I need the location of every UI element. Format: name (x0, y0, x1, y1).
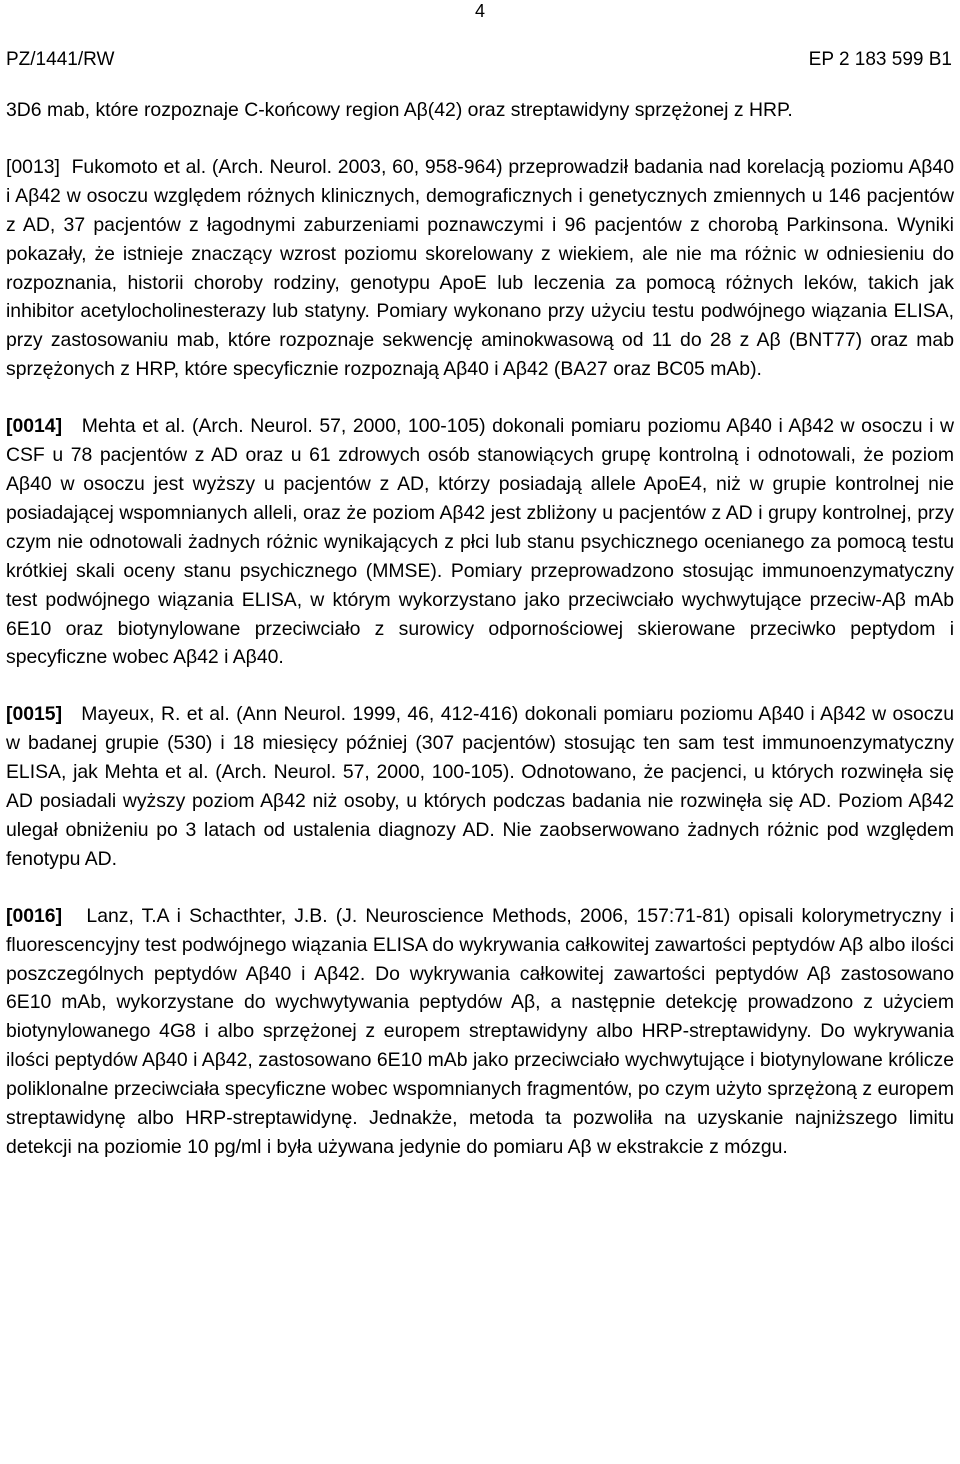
header-reference-left: PZ/1441/RW (6, 49, 115, 70)
document-body (6, 96, 954, 1162)
paragraph-text: Fukomoto et al. (Arch. Neurol. 2003, 60, 958-964) przeprowadził badania nad korelacją poziomu Aβ40 i Aβ42 w osoczu względem różnych klinicznych, demograficznych i genetycznych zmiennych u 146 pacjentów z AD, 37 pacjentów z łagodnymi zaburzeniami poznawczymi i 96 pacjentów z chorobą Parkinsona. Wyniki pokazały, że istnieje znaczący wzrost poziomu skorelowany z wiekiem, ale nie ma różnic w odniesieniu do rozpoznania, historii choroby rodziny, genotypu ApoE lub leczenia za pomocą różnych leków, takich jak inhibitor acetylocholinesterazy lub statyny. Pomiary wykonano przy użyciu testu podwójnego wiązania ELISA, przy zastosowaniu mab, które rozpoznaje sekwencję aminokwasową od 11 do 28 z Aβ (BNT77) oraz mab sprzężonych z HRP, które specyficznie rozpoznają Aβ40 i Aβ42 (BA27 oraz BC05 mAb). (6, 155, 954, 381)
paragraph-text: Mayeux, R. et al. (Ann Neurol. 1999, 46, 412-416) dokonali pomiaru poziomu Aβ40 i Aβ42 w osoczu w badanej grupie (530) i 18 miesięcy później (307 pacjentów) stosując ten sam test immunoenzymatyczny ELISA, jak Mehta et al. (Arch. Neurol. 57, 2000, 100-105). Odnotowano, że pacjenci, u których rozwinęła się AD posiadali wyższy poziom Aβ42 niż osoby, u których podczas badania nie rozwinęła się AD. Poziom Aβ42 ulegał obniżeniu po 3 latach od ustalenia diagnozy AD. Nie zaobserwowano żadnych różnic pod względem fenotypu AD. (6, 703, 954, 870)
paragraph-number: [0014] (6, 415, 63, 438)
paragraph-number: [0013] (6, 155, 60, 178)
paragraph-continuation (6, 96, 954, 125)
paragraph-0015 (6, 700, 954, 873)
paragraph-text: Lanz, T.A i Schacthter, J.B. (J. Neuroscience Methods, 2006, 157:71-81) opisali kolorymetryczny i fluorescencyjny test podwójnego wiązania ELISA do wykrywania całkowitej zawartości peptydów Aβ albo ilości poszczególnych peptydów Aβ40 i Aβ42. Do wykrywania całkowitej zawartości peptydów Aβ zastosowano 6E10 mAb, wykorzystane do wychwytywania peptydów Aβ, a następnie detekcję prowadzono z użyciem biotynylowanego 4G8 i albo sprzężonej z europem streptawidyny albo HRP-streptawidyny. Do wykrywania ilości peptydów Aβ40 i Aβ42, zastosowano 6E10 mAb jako przeciwciało wychwytujące i biotynylowane królicze poliklonalne przeciwciała specyficzne wobec wspomnianych fragmentów, po czym użyto sprzężoną z europem streptawidynę albo HRP-streptawidynę. Jednakże, metoda ta pozwoliła na uzyskanie najniższego limitu detekcji na poziomie 10 pg/ml i była używana jedynie do pomiaru Aβ w ekstrakcie z mózgu. (6, 904, 955, 1158)
paragraph-number: [0016] (6, 904, 63, 927)
document-header (6, 48, 952, 72)
paragraph-number: [0015] (6, 703, 63, 726)
paragraph-0016 (6, 902, 954, 1162)
paragraph-0013 (6, 153, 954, 384)
page-number: 4 (474, 1, 485, 21)
paragraph-0014 (6, 412, 954, 672)
paragraph-text: 3D6 mab, które rozpoznaje C-końcowy region Aβ(42) oraz streptawidyny sprzężonej z HRP. (6, 99, 793, 121)
header-patent-number: EP 2 183 599 B1 (808, 49, 952, 70)
paragraph-text: Mehta et al. (Arch. Neurol. 57, 2000, 100-105) dokonali pomiaru poziomu Aβ40 i Aβ42 w osoczu i w CSF u 78 pacjentów z AD oraz u 61 zdrowych osób stanowiących grupę kontrolną i odnotowali, że poziom Aβ40 w osoczu jest wyższy u pacjentów z AD, którzy posiadają allele ApoE4, niż w grupie kontrolnej nie posiadającej wspomnianych alleli, oraz że poziom Aβ42 jest zbliżony u pacjentów z AD i grupy kontrolnej, przy czym nie odnotowali żadnych różnic wynikających z płci lub stanu psychicznego ocenianego za pomocą testu krótkiej skali oceny stanu psychicznego (MMSE). Pomiary przeprowadzono stosując immunoenzymatyczny test podwójnego wiązania ELISA, w którym wykorzystano jako przeciwciało wychwytujące przeciw-Aβ mAb 6E10 oraz biotynylowane przeciwciało z surowicy odpornościowej skierowane przeciwko peptydom i specyficzne wobec Aβ42 i Aβ40. (6, 415, 954, 669)
